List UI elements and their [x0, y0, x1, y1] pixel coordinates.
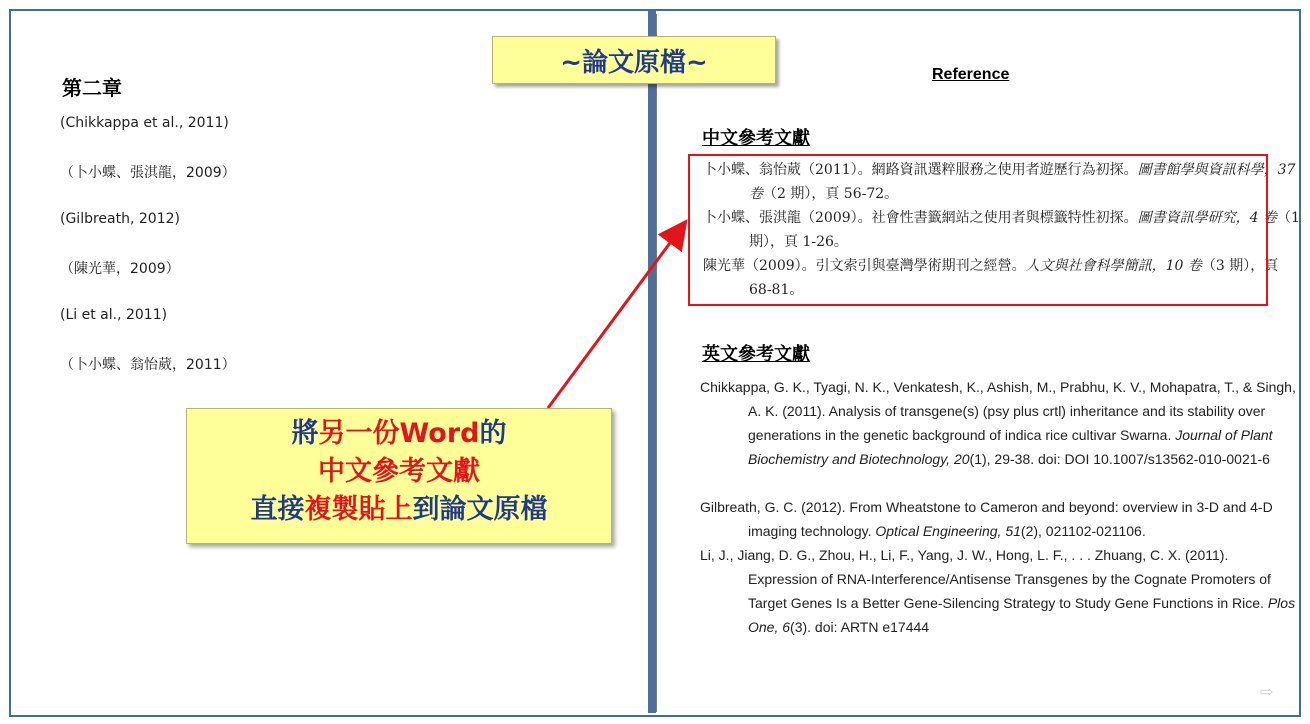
- citation: （卜小蝶、張淇龍，2009）: [60, 165, 236, 181]
- reference-heading: Reference: [932, 66, 1010, 83]
- callout-line-3: 直接複製貼上到論文原檔: [250, 494, 548, 525]
- callout-line-2: 中文參考文獻: [318, 456, 480, 487]
- chinese-reference: 卜小蝶、翁怡葳（2011）。網路資訊選粹服務之使用者遊歷行為初探。圖書館學與資訊科學，37 卷（2 期），頁 56-72。: [703, 162, 1296, 202]
- chinese-refs-heading: 中文參考文獻: [702, 128, 810, 149]
- citation: (Gilbreath, 2012): [60, 211, 180, 227]
- english-reference: Chikkappa, G. K., Tyagi, N. K., Venkatesh, K., Ashish, M., Prabhu, K. V., Mohapatra, T., & Singh, A. K. (2011). Analysis of transgene(s) (psy plus crtl) inheritance and its stability over generations in the genetic background of indica rice cultivar Swarna. Journal of Plant Biochemistry and Biotechnology, 20(1), 29-38. doi: DOI 10.1007/s13562-010-0021-6: [700, 379, 1296, 467]
- chinese-reference: 卜小蝶、張淇龍（2009）。社會性書籤網站之使用者與標籤特性初探。圖書資訊學研究，4 卷（1 期），頁 1-26。: [703, 210, 1300, 250]
- citation: (Li et al., 2011): [60, 307, 168, 323]
- chapter-title: 第二章: [62, 76, 122, 100]
- callout-line-1: 將另一份Word的: [291, 418, 507, 449]
- english-reference: Gilbreath, G. C. (2012). From Wheatstone to Cameron and beyond: overview in 3-D and 4-D imaging technology. Optical Engineering, 51(2), 021102-021106.: [700, 499, 1273, 539]
- instruction-callout: [186, 408, 612, 544]
- english-reference: Li, J., Jiang, D. G., Zhou, H., Li, F., Yang, J. W., Hong, L. F., . . . Zhuang, C. X. (2011). Expression of RNA-Interference/Antisense Transgenes by the Cognate Promoters of Target Genes Is a Better Gene-Silencing Strategy to Study Gene Functions in Rice. Plos One, 6(3). doi: ARTN e17444: [700, 547, 1296, 635]
- citation: (Chikkappa et al., 2011): [60, 115, 229, 131]
- citation: （陳光華，2009）: [60, 261, 180, 277]
- next-page-icon[interactable]: ⇨: [1260, 684, 1274, 701]
- english-refs-heading: 英文參考文獻: [702, 344, 810, 365]
- citation: （卜小蝶、翁怡葳，2011）: [60, 357, 236, 373]
- chinese-reference: 陳光華（2009）。引文索引與臺灣學術期刊之經營。人文與社會科學簡訊，10 卷（3 期），頁 68-81。: [703, 258, 1279, 298]
- title-banner: ~論文原檔~: [492, 36, 776, 84]
